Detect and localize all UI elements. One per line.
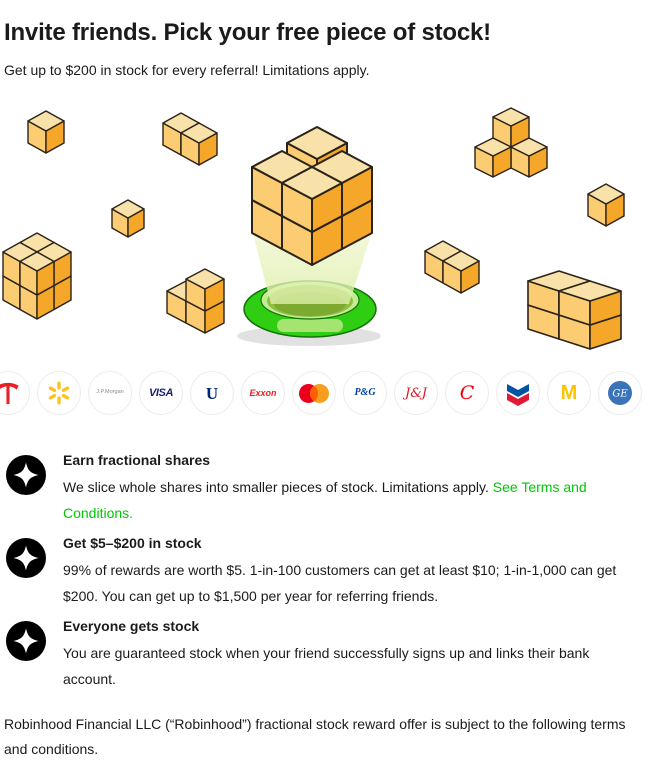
- feature-title: Everyone gets stock: [63, 618, 200, 634]
- page-title: Invite friends. Pick your free piece of stock!: [4, 19, 491, 46]
- chevron-logo: [496, 371, 540, 415]
- unitedhealth-logo: U: [190, 371, 234, 415]
- feature-body: We slice whole shares into smaller pieces of stock. Limitations apply. See Terms and Conditions.: [63, 479, 587, 521]
- feature-body: You are guaranteed stock when your friend successfully signs up and links their bank account.: [63, 645, 590, 687]
- walmart-logo: [37, 371, 81, 415]
- tesla-logo: [0, 371, 30, 415]
- feature-title: Earn fractional shares: [63, 452, 211, 468]
- jnj-logo: J&J: [394, 371, 438, 415]
- jpmorgan-logo: J.P.Morgan: [88, 371, 132, 415]
- pg-logo: P&G: [343, 371, 387, 415]
- feature-everyone-gets-stock: [4, 615, 650, 692]
- features-list: [4, 449, 650, 692]
- feature-earn-fractional-shares: [4, 449, 650, 526]
- sparkle-icon: [6, 538, 46, 578]
- ge-logo: [598, 371, 642, 415]
- cubes-illustration-svg: [0, 93, 650, 351]
- sparkle-icon: [6, 621, 46, 661]
- company-logos-row: [0, 371, 650, 415]
- feature-get-5-to-200: [4, 532, 650, 609]
- visa-logo: VISA: [139, 371, 183, 415]
- terms-footnote: Robinhood Financial LLC (“Robinhood”) fractional stock reward offer is subject to the following terms and conditions.: [4, 716, 626, 757]
- feature-body: 99% of rewards are worth $5. 1-in-100 customers can get at least $10; 1-in-1,000 can get $200. You can get up to $1,500 per year for referring friends.: [63, 562, 617, 604]
- sparkle-icon: [6, 455, 46, 495]
- cocacola-logo: C: [445, 371, 489, 415]
- exxon-logo: Exxon: [241, 371, 285, 415]
- see-terms-link[interactable]: See Terms and Conditions.: [63, 479, 587, 521]
- svg-text:GE: GE: [612, 388, 628, 400]
- page-subtitle: Get up to $200 in stock for every referral! Limitations apply.: [4, 62, 370, 78]
- feature-title: Get $5–$200 in stock: [63, 535, 202, 551]
- stock-cubes-hologram-illustration: [0, 93, 650, 351]
- mcdonalds-logo: M: [547, 371, 591, 415]
- mastercard-logo: [292, 371, 336, 415]
